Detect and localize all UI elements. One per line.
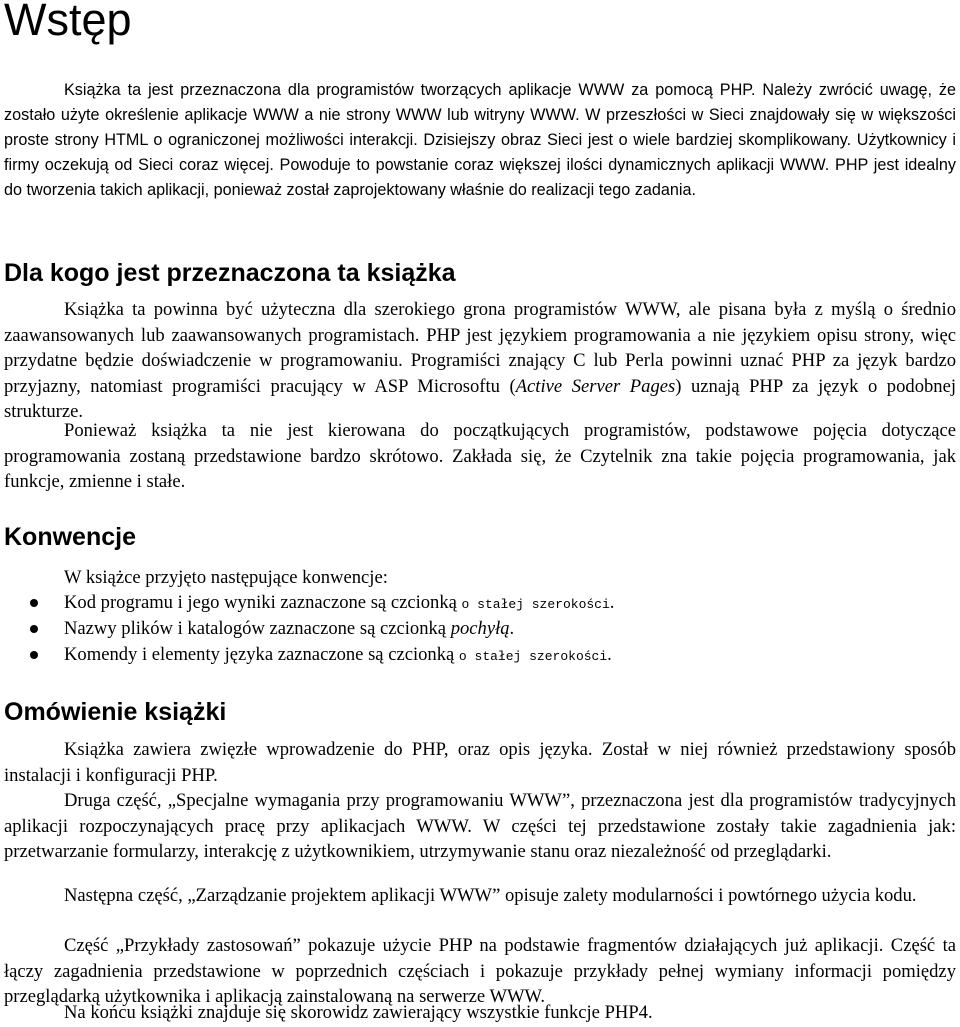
bullet-icon [30,651,38,659]
heading-conventions: Konwencje [4,523,136,551]
audience-paragraph-1 [4,297,956,425]
item-text: Nazwy plików i katalogów zaznaczone są czcionką [64,618,451,639]
heading-audience: Dla kogo jest przeznaczona ta książka [4,259,456,287]
overview-paragraph-2: Druga część, „Specjalne wymagania przy programowaniu WWW”, przeznaczona jest dla programistów tradycyjnych aplikacji rozpoczynających pracę przy aplikacjach WWW. W części tej przedstawione zostały takie zagadnienia jak: przetwarzanie formularzy, interakcję z użytkownikiem, utrzymywanie stanu oraz niezależność od przeglądarki. [4,790,956,862]
item-end: . [509,618,515,639]
audience-p1-italic: Active Server Pages [515,375,676,397]
audience-paragraph-2: Ponieważ książka ta nie jest kierowana do początkujących programistów, podstawowe pojęcia dotyczące programowania zostaną przedstawione bardzo skrótowo. Zakłada się, że Czytelnik zna takie pojęcia programowania, jak funkcje, zmienne i stałe. [4,420,956,492]
heading-overview: Omówienie książki [4,698,227,726]
list-item [0,590,956,616]
overview-paragraph-1: Książka zawiera zwięzłe wprowadzenie do PHP, oraz opis języka. Został w niej również przedstawiony sposób instalacji i konfiguracji PHP. [4,739,956,786]
item-styled: o stałej szerokości [458,649,608,664]
bullet-icon [30,599,38,607]
item-end: . [607,644,612,665]
list-item [0,642,956,668]
page-title: Wstęp [4,0,132,45]
bullet-icon [30,625,38,633]
overview-paragraph-3: Następna część, „Zarządzanie projektem aplikacji WWW” opisuje zalety modularności i powtórnego użycia kodu. [64,885,917,906]
list-item [0,616,956,642]
audience-p1-end: ) uznają PHP za język o podobnej strukturze. [4,375,956,422]
item-styled: o stałej szerokości [461,597,610,612]
intro-paragraph: Książka ta jest przeznaczona dla programistów tworzących aplikacje WWW za pomocą PHP. Należy zwrócić uwagę, że zostało użyte określenie aplikacje WWW a nie strony WWW lub witryny WWW. W przeszłości w Sieci znajdowały się w większości proste strony HTML o ograniczonej możliwości interakcji. Dzisiejszy obraz Sieci jest o wiele bardziej skomplikowany. Użytkownicy i firmy oczekują od Sieci coraz więcej. Powoduje to powstanie coraz większej ilości dynamicznych aplikacji WWW. PHP jest idealny do tworzenia takich aplikacji, ponieważ został zaprojektowany właśnie do realizacji tego zadania. [4,81,956,199]
overview-paragraph-5: Na końcu książki znajduje się skorowidz zawierający wszystkie funkcje PHP4. [64,1002,653,1023]
item-styled: pochyłą [450,618,510,639]
item-text: Kod programu i jego wyniki zaznaczone są czcionką [64,592,462,613]
audience-p1-start: Książka ta powinna być użyteczna dla szerokiego grona programistów WWW, ale pisana była z myślą o średnio zaawansowanych lub zaawansowanych programistach. PHP jest językiem programowania a nie językiem opisu strony, więc przydatne będzie doświadczenie w programowaniu. Programiści znający C lub Perla powinni uznać PHP za język bardzo przyjazny, natomiast programiści pracujący w ASP Microsoftu ( [4,299,956,397]
overview-paragraph-4: Część „Przykłady zastosowań” pokazuje użycie PHP na podstawie fragmentów działających już aplikacji. Część ta łączy zagadnienia przedstawione w poprzednich częściach i pokazuje przykłady pełnej wymiany informacji pomiędzy przeglądarką użytkownika i aplikacją zainstalowaną na serwerze WWW. [4,935,956,1007]
conventions-list [0,590,956,668]
item-text: Komendy i elementy języka zaznaczone są czcionką [64,644,459,665]
item-end: . [609,592,615,613]
conventions-intro: W książce przyjęto następujące konwencje: [64,567,388,588]
